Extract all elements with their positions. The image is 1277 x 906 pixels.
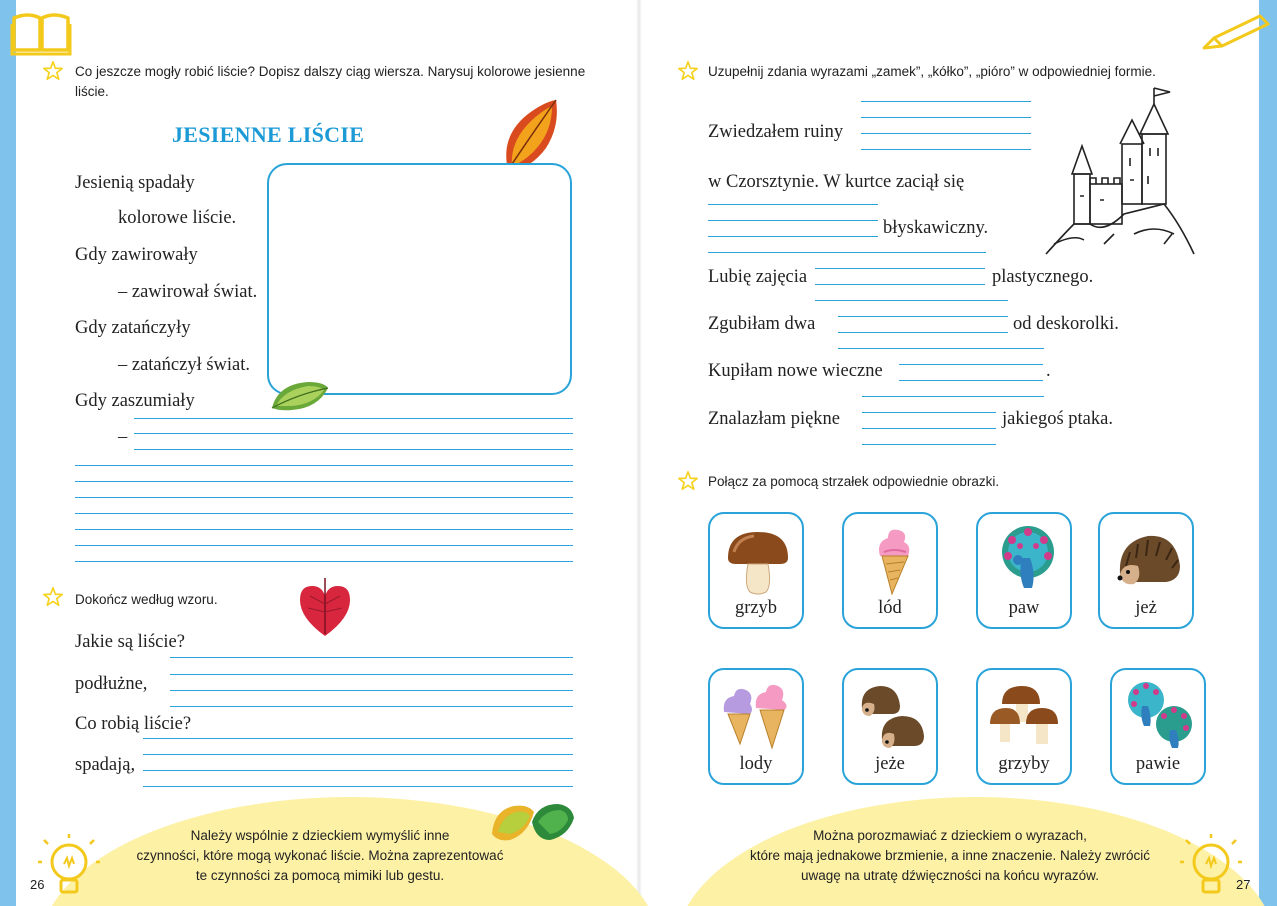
writing-line[interactable]	[75, 465, 573, 466]
writing-line[interactable]	[143, 754, 573, 755]
writing-line[interactable]	[75, 513, 573, 514]
sentence-2-end: błyskawiczny.	[883, 218, 989, 238]
note-line: czynności, które mogą wykonać liście. Można zaprezentować	[136, 848, 504, 863]
note-line: uwagę na utratę dźwięczności na końcu wyrazów.	[801, 868, 1099, 883]
right-page-edge	[1259, 0, 1277, 906]
page-number-left: 26	[30, 877, 45, 892]
castle-icon	[1044, 84, 1196, 264]
poem-line-6: – zatańczył świat.	[118, 355, 251, 375]
card-label: pawie	[1135, 754, 1181, 774]
task2-instruction: Dokończ według wzoru.	[75, 592, 218, 607]
answer-line[interactable]	[899, 364, 1043, 365]
answer-line[interactable]	[861, 133, 1031, 134]
answer-line[interactable]	[708, 236, 878, 237]
picture-card-grzyby[interactable]	[976, 668, 1072, 785]
answer-line[interactable]	[862, 396, 1044, 397]
parent-note-left	[120, 826, 520, 886]
note-line: Można porozmawiać z dzieckiem o wyrazach,	[813, 828, 1087, 843]
answer-line[interactable]	[862, 444, 996, 445]
picture-card-grzyb[interactable]	[708, 512, 804, 629]
right-task2-instruction: Połącz za pomocą strzałek odpowiednie obrazki.	[708, 474, 1000, 489]
poem-line-2: kolorowe liście.	[118, 208, 237, 228]
note-line: te czynności za pomocą mimiki lub gestu.	[195, 868, 445, 883]
task1-instruction-line2: liście.	[75, 84, 109, 99]
writing-line[interactable]	[75, 545, 573, 546]
sentence-4-end: od deskorolki.	[1013, 314, 1119, 334]
star-icon	[677, 60, 699, 82]
writing-line[interactable]	[75, 481, 573, 482]
writing-line[interactable]	[134, 418, 573, 419]
sentence-6-end: jakiegoś ptaka.	[1002, 409, 1113, 429]
card-label: grzyby	[998, 754, 1050, 774]
writing-line[interactable]	[75, 561, 573, 562]
left-page-edge	[0, 0, 16, 906]
poem-line-7: Gdy zaszumiały	[75, 391, 195, 411]
sentence-5: Kupiłam nowe wieczne	[708, 361, 883, 381]
poem-title: JESIENNE LIŚCIE	[172, 122, 365, 147]
writing-line[interactable]	[143, 738, 573, 739]
mushroom-icon	[720, 522, 796, 598]
drawing-area[interactable]	[267, 163, 572, 395]
card-label: grzyb	[734, 598, 778, 618]
star-icon	[42, 586, 64, 608]
writing-line[interactable]	[143, 786, 573, 787]
ice-cream-icon	[854, 522, 930, 598]
poem-line-4: – zawirował świat.	[118, 282, 258, 302]
card-label: jeż	[1135, 598, 1157, 618]
card-label: paw	[1008, 598, 1040, 618]
answer-line[interactable]	[838, 348, 1044, 349]
poem-line-8: –	[118, 427, 128, 447]
mushrooms-icon	[988, 678, 1064, 754]
poem-line-3: Gdy zawirowały	[75, 245, 198, 265]
writing-line[interactable]	[143, 770, 573, 771]
picture-card-jez[interactable]	[1098, 512, 1194, 629]
answer-line[interactable]	[862, 412, 996, 413]
lightbulb-icon	[1180, 834, 1242, 900]
answer-line[interactable]	[861, 117, 1031, 118]
green-leaf-icon	[268, 378, 330, 414]
writing-line[interactable]	[170, 674, 573, 675]
exercise-line-2: podłużne,	[75, 674, 148, 694]
writing-line[interactable]	[170, 690, 573, 691]
open-book-icon	[10, 10, 72, 56]
star-icon	[677, 470, 699, 492]
picture-card-lody[interactable]	[708, 668, 804, 785]
writing-line[interactable]	[75, 497, 573, 498]
poem-line-1: Jesienią spadały	[75, 173, 195, 193]
task1-instruction-line1: Co jeszcze mogły robić liście? Dopisz dalszy ciąg wiersza. Narysuj kolorowe jesienne	[75, 64, 586, 79]
book-gutter	[636, 0, 642, 906]
poem-line-5: Gdy zatańczyły	[75, 318, 191, 338]
sentence-3-end: plastycznego.	[992, 267, 1094, 287]
peacocks-icon	[1122, 678, 1198, 754]
answer-line[interactable]	[708, 252, 986, 253]
note-line: które mają jednakowe brzmienie, a inne znaczenie. Należy zwrócić	[750, 848, 1150, 863]
note-line: Należy wspólnie z dzieckiem wymyślić inne	[190, 828, 450, 843]
picture-card-pawie[interactable]	[1110, 668, 1206, 785]
peacock-icon	[988, 522, 1064, 598]
answer-line[interactable]	[708, 204, 878, 205]
page-number-right: 27	[1236, 877, 1251, 892]
hedgehog-icon	[1110, 522, 1186, 598]
pencil-icon	[1200, 12, 1272, 52]
answer-line[interactable]	[861, 101, 1031, 102]
right-task1-instruction: Uzupełnij zdania wyrazami „zamek”, „kółko”, „pióro” w odpowiedniej formie.	[708, 64, 1156, 79]
sentence-4: Zgubiłam dwa	[708, 314, 816, 334]
writing-line[interactable]	[134, 433, 573, 434]
exercise-line-1: Jakie są liście?	[75, 632, 185, 652]
answer-line[interactable]	[708, 220, 878, 221]
lightbulb-icon	[38, 834, 100, 900]
star-icon	[42, 60, 64, 82]
answer-line[interactable]	[838, 332, 1008, 333]
answer-line[interactable]	[838, 316, 1008, 317]
answer-line[interactable]	[815, 284, 985, 285]
sentence-2: w Czorsztynie. W kurtce zaciął się	[708, 172, 965, 192]
writing-line[interactable]	[134, 449, 573, 450]
answer-line[interactable]	[862, 428, 996, 429]
sentence-5-end: .	[1046, 361, 1051, 381]
sentence-3: Lubię zajęcia	[708, 267, 808, 287]
answer-line[interactable]	[861, 149, 1031, 150]
answer-line[interactable]	[815, 268, 985, 269]
sentence-6: Znalazłam piękne	[708, 409, 841, 429]
sentence-1: Zwiedzałem ruiny	[708, 122, 844, 142]
picture-card-lod[interactable]	[842, 512, 938, 629]
picture-card-jeze[interactable]	[842, 668, 938, 785]
answer-line[interactable]	[899, 380, 1043, 381]
card-label: lody	[739, 754, 773, 774]
parent-note-right	[740, 826, 1160, 886]
card-label: jeże	[875, 754, 905, 774]
red-leaf-icon	[296, 574, 354, 638]
card-label: lód	[878, 598, 902, 618]
hedgehogs-icon	[854, 678, 930, 754]
picture-card-paw[interactable]	[976, 512, 1072, 629]
exercise-line-4: spadają,	[75, 755, 136, 775]
answer-line[interactable]	[815, 300, 1008, 301]
ice-creams-icon	[720, 678, 796, 754]
writing-line[interactable]	[170, 706, 573, 707]
writing-line[interactable]	[75, 529, 573, 530]
writing-line[interactable]	[170, 657, 573, 658]
exercise-line-3: Co robią liście?	[75, 714, 192, 734]
